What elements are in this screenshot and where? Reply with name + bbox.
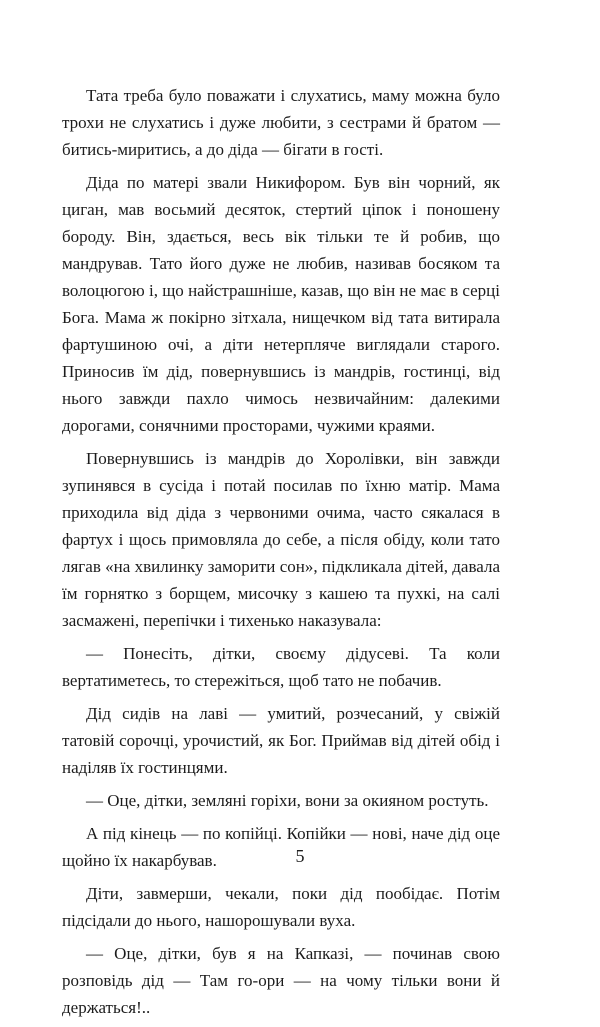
paragraph: — Оце, дітки, був я на Капказі, — починав свою розповідь дід — Там го-ори — на чому тільки вони й держаться!.. xyxy=(62,944,500,1017)
paragraph: Повернувшись із мандрів до Хоролівки, він завжди зупинявся в сусіда і потай посилав по їхню матір. Мама приходила від діда з червоними очима, часто сякалася в фартух і щось примовляла до себе, а після обіду, коли тато лягав «на хвилинку заморити сон», підкликала дітей, давала їм горнятко з борщем, мисочку з кашею та пухкі, на салі засмажені, перепічки і тихенько наказувала: xyxy=(62,449,500,630)
paragraph: — Оце, дітки, земляні горіхи, вони за окияном ростуть. xyxy=(86,791,489,810)
page-number: 5 xyxy=(295,846,305,866)
paragraph: Діда по матері звали Никифором. Був він чорний, як циган, мав восьмий десяток, стертий ціпок і поношену бороду. Він, здається, весь вік тільки те й робив, що мандрував. Тато його дуже не любив, називав босяком та волоцюгою і, що найстрашніше, казав, що він не має в серці Бога. Мама ж покірно зітхала, нищечком від тата витирала фартушиною очі, а діти нетерпляче виглядали старого. Приносив їм дід, повернувшись із мандрів, гостинці, від нього завжди пахло чимось незвичайним: далекими дорогами, сонячними просторами, чужими краями. xyxy=(62,173,500,435)
paragraph: — Понесіть, дітки, своєму дідусеві. Та коли вертатиметесь, то стережіться, щоб тато не побачив. xyxy=(62,644,500,690)
paragraph: А під кінець — по копійці. Копійки — нові, наче дід оце щойно їх накарбував. xyxy=(62,824,500,870)
page-body xyxy=(62,82,500,1027)
paragraph: Тата треба було поважати і слухатись, маму можна було трохи не слухатись і дуже любити, з сестрами й братом — битись-миритись, а до діда — бігати в гості. xyxy=(62,86,500,159)
paragraph: Дід сидів на лаві — умитий, розчесаний, у свіжій татовій сорочці, урочистий, як Бог. Приймав від дітей обід і наділяв їх гостинцями. xyxy=(62,704,500,777)
paragraph: Діти, завмерши, чекали, поки дід пообідає. Потім підсідали до нього, нашорошували вуха. xyxy=(62,884,500,930)
